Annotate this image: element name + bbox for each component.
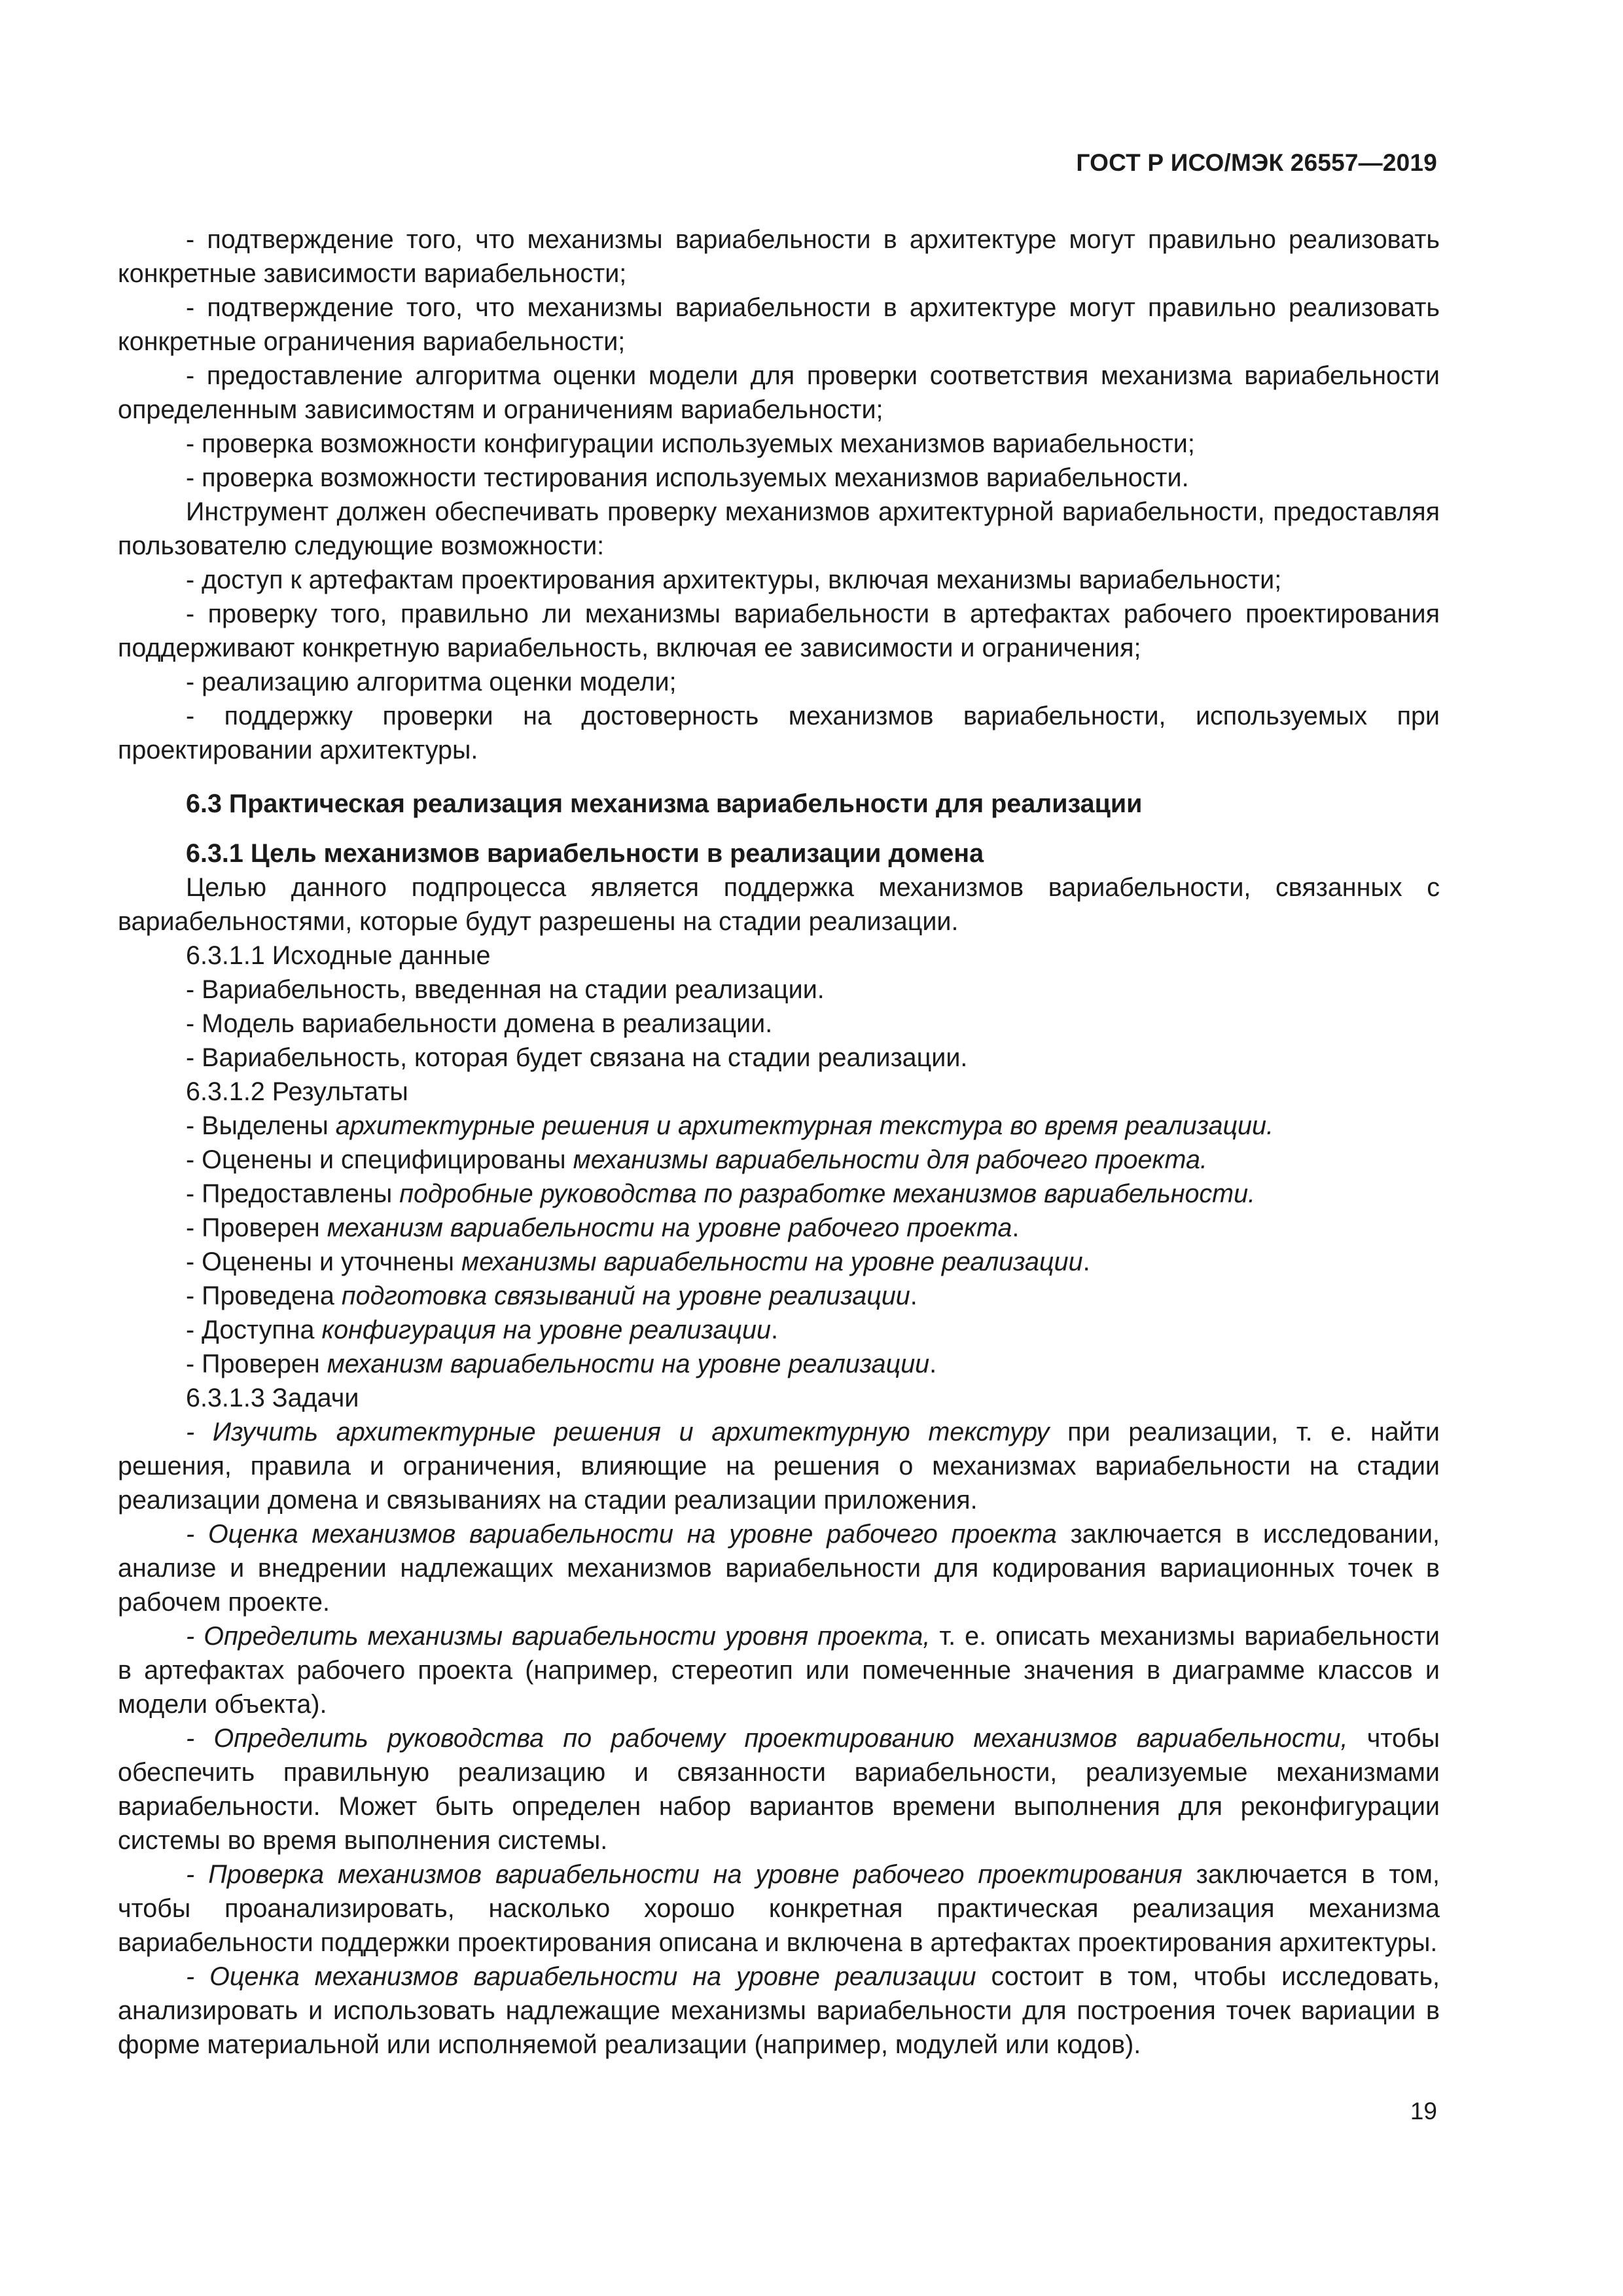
- list-item: - Оценены и специфицированы механизмы вариабельности для рабочего проекта.: [186, 1145, 1207, 1174]
- list-item: - Проверен механизм вариабельности на уровне реализации.: [186, 1350, 937, 1378]
- list-item: - подтверждение того, что механизмы вариабельности в архитектуре могут правильно реализовать конкретные ограничения вариабельности;: [118, 293, 1440, 356]
- section-heading-6-3-1: 6.3.1 Цель механизмов вариабельности в реализации домена: [186, 839, 984, 868]
- task-paragraph: - Изучить архитектурные решения и архитектурную текстуру при реализации, т. е. найти решения, правила и ограничения, влияющие на решения о механизмах вариабельности на стадии реализации домена и связываниях на стадии реализации приложения.: [118, 1418, 1440, 1515]
- list-item: - Проведена подготовка связываний на уровне реализации.: [186, 1282, 918, 1310]
- section-heading-6-3: 6.3 Практическая реализация механизма вариабельности для реализации: [186, 789, 1143, 818]
- purpose-paragraph: Целью данного подпроцесса является поддержка механизмов вариабельности, связанных с вариабельностями, которые будут разрешены на стадии реализации.: [118, 873, 1440, 936]
- list-item: - Предоставлены подробные руководства по разработке механизмов вариабельности.: [186, 1179, 1256, 1208]
- list-item: - проверку того, правильно ли механизмы вариабельности в артефактах рабочего проектирования поддерживают конкретную вариабельность, включая ее зависимости и ограничения;: [118, 600, 1440, 662]
- list-item: - Выделены архитектурные решения и архитектурная текстура во время реализации.: [186, 1111, 1274, 1140]
- tool-requirements-intro: Инструмент должен обеспечивать проверку механизмов архитектурной вариабельности, предоставляя пользователю следующие возможности:: [118, 497, 1440, 560]
- list-item: - проверка возможности тестирования используемых механизмов вариабельности.: [186, 463, 1189, 492]
- list-item: - Оценены и уточнены механизмы вариабельности на уровне реализации.: [186, 1247, 1090, 1276]
- subsection-heading-inputs: 6.3.1.1 Исходные данные: [186, 941, 491, 970]
- list-item: - Модель вариабельности домена в реализации.: [186, 1009, 773, 1038]
- page-number: 19: [1410, 2098, 1437, 2125]
- task-paragraph: - Оценка механизмов вариабельности на уровне реализации состоит в том, чтобы исследовать, анализировать и использовать надлежащие механизмы вариабельности для построения точек вариации в форме материальной или исполняемой реализации (например, модулей или кодов).: [118, 1962, 1440, 2059]
- task-paragraph: - Проверка механизмов вариабельности на уровне рабочего проектирования заключается в том, чтобы проанализировать, насколько хорошо конкретная практическая реализация механизма вариабельности поддержки проектирования описана и включена в артефактах проектирования архитектуры.: [118, 1860, 1440, 1957]
- task-paragraph: - Оценка механизмов вариабельности на уровне рабочего проекта заключается в исследовании, анализе и внедрении надлежащих механизмов вариабельности для кодирования вариационных точек в рабочем проекте.: [118, 1520, 1440, 1617]
- list-item: - Проверен механизм вариабельности на уровне рабочего проекта.: [186, 1213, 1020, 1242]
- subsection-heading-results: 6.3.1.2 Результаты: [186, 1077, 408, 1106]
- list-item: - Вариабельность, которая будет связана на стадии реализации.: [186, 1043, 968, 1072]
- page-body: [118, 223, 1440, 2062]
- subsection-heading-tasks: 6.3.1.3 Задачи: [186, 1384, 359, 1412]
- list-item: - проверка возможности конфигурации используемых механизмов вариабельности;: [186, 429, 1195, 458]
- list-item: - подтверждение того, что механизмы вариабельности в архитектуре могут правильно реализовать конкретные зависимости вариабельности;: [118, 225, 1440, 288]
- list-item: - Доступна конфигурация на уровне реализации.: [186, 1316, 778, 1344]
- task-paragraph: - Определить механизмы вариабельности уровня проекта, т. е. описать механизмы вариабельности в артефактах рабочего проекта (например, стереотип или помеченные значения в диаграмме классов и модели объекта).: [118, 1622, 1440, 1719]
- list-item: - поддержку проверки на достоверность механизмов вариабельности, используемых при проектировании архитектуры.: [118, 702, 1440, 764]
- list-item: - реализацию алгоритма оценки модели;: [186, 668, 677, 696]
- list-item: - доступ к артефактам проектирования архитектуры, включая механизмы вариабельности;: [186, 565, 1282, 594]
- task-paragraph: - Определить руководства по рабочему проектированию механизмов вариабельности, чтобы обеспечить правильную реализацию и связанности вариабельности, реализуемые механизмами вариабельности. Может быть определен набор вариантов времени выполнения для реконфигурации системы во время выполнения системы.: [118, 1724, 1440, 1855]
- document-code-header: ГОСТ Р ИСО/МЭК 26557—2019: [1076, 149, 1437, 176]
- list-item: - предоставление алгоритма оценки модели для проверки соответствия механизма вариабельности определенным зависимостям и ограничениям вариабельности;: [118, 361, 1440, 424]
- list-item: - Вариабельность, введенная на стадии реализации.: [186, 975, 825, 1004]
